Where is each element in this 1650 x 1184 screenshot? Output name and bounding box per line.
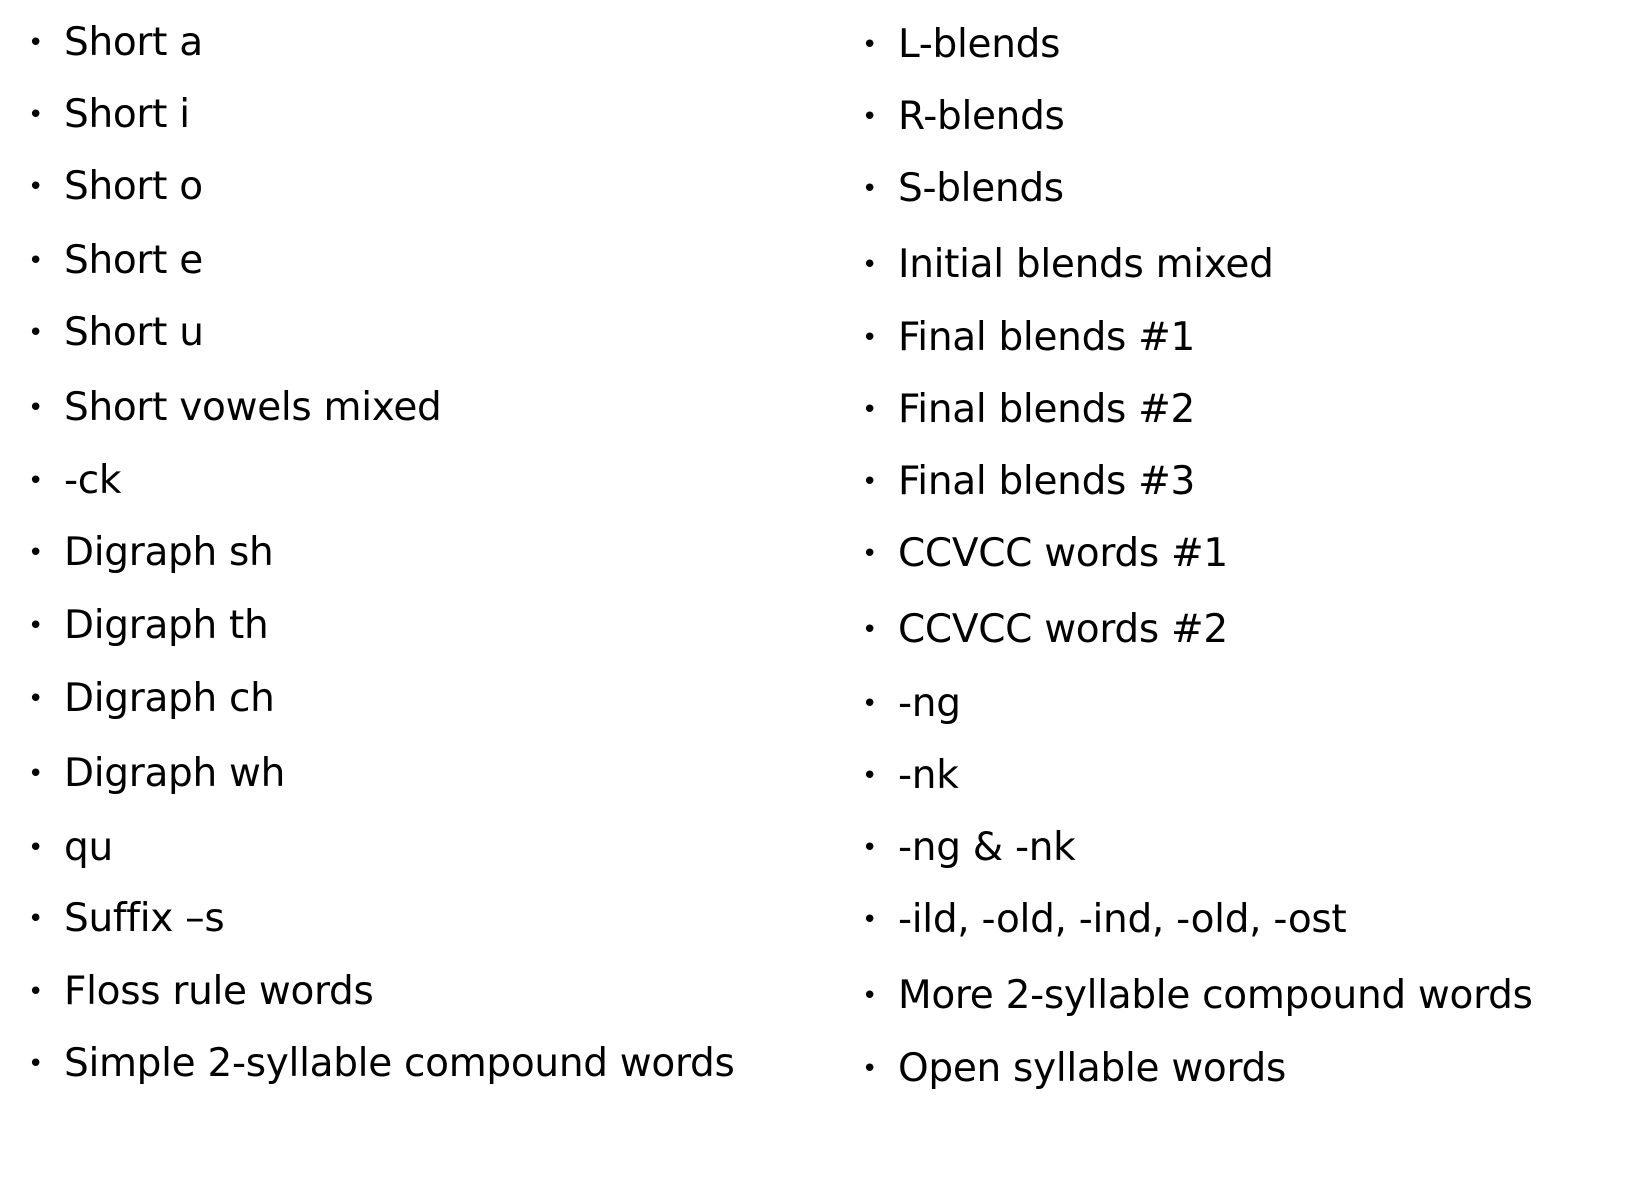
left-list-item bbox=[28, 889, 224, 949]
right-list-item bbox=[862, 746, 958, 806]
bullet-icon: • bbox=[862, 467, 878, 497]
right-list-item bbox=[862, 818, 1075, 878]
bullet-icon: • bbox=[28, 684, 44, 714]
right-list-item bbox=[862, 87, 1065, 147]
bullet-icon: • bbox=[28, 759, 44, 789]
right-list-item bbox=[862, 890, 1346, 950]
list-item-label: Short a bbox=[64, 20, 203, 65]
list-item-label: -ng & -nk bbox=[898, 825, 1076, 870]
list-item-label: CCVCC words #2 bbox=[898, 607, 1228, 652]
list-item-label: Short u bbox=[64, 310, 204, 355]
right-list-item bbox=[862, 966, 1533, 1026]
left-list-item bbox=[28, 157, 203, 217]
bullet-icon: • bbox=[862, 539, 878, 569]
list-item-label: Final blends #1 bbox=[898, 315, 1196, 360]
list-item-label: L-blends bbox=[898, 22, 1061, 67]
bullet-icon: • bbox=[862, 250, 878, 280]
bullet-icon: • bbox=[28, 1049, 44, 1079]
left-list-item bbox=[28, 451, 121, 511]
bullet-icon: • bbox=[28, 904, 44, 934]
right-list-item bbox=[862, 235, 1274, 295]
left-list-item bbox=[28, 962, 374, 1022]
list-item-label: More 2-syllable compound words bbox=[898, 973, 1533, 1018]
bullet-icon: • bbox=[862, 395, 878, 425]
list-item-label: Initial blends mixed bbox=[898, 242, 1274, 287]
list-item-label: R-blends bbox=[898, 94, 1065, 139]
list-item-label: -ild, -old, -ind, -old, -ost bbox=[898, 897, 1347, 942]
list-item-label: Digraph ch bbox=[64, 676, 275, 721]
list-item-label: -ng bbox=[898, 681, 961, 726]
left-list-item bbox=[28, 818, 113, 878]
left-list-item bbox=[28, 1034, 734, 1094]
bullet-icon: • bbox=[28, 246, 44, 276]
left-list-item bbox=[28, 744, 285, 804]
right-list-item bbox=[862, 524, 1228, 584]
list-item-label: Floss rule words bbox=[64, 969, 374, 1014]
list-item-label: -ck bbox=[64, 458, 122, 503]
left-list-item bbox=[28, 596, 268, 656]
left-list-item bbox=[28, 669, 275, 729]
list-item-label: -nk bbox=[898, 753, 959, 798]
bullet-icon: • bbox=[28, 393, 44, 423]
list-item-label: Digraph wh bbox=[64, 751, 286, 796]
list-item-label: Short vowels mixed bbox=[64, 385, 442, 430]
bullet-icon: • bbox=[862, 615, 878, 645]
left-list-item bbox=[28, 378, 442, 438]
bullet-icon: • bbox=[28, 172, 44, 202]
left-list-item bbox=[28, 13, 203, 73]
left-list-item bbox=[28, 231, 203, 291]
left-list-item bbox=[28, 303, 204, 363]
left-list-item bbox=[28, 523, 273, 583]
right-list-item bbox=[862, 159, 1064, 219]
list-item-label: Final blends #2 bbox=[898, 387, 1196, 432]
right-list-item bbox=[862, 600, 1228, 660]
bullet-icon: • bbox=[28, 318, 44, 348]
bullet-icon: • bbox=[28, 833, 44, 863]
right-list-item bbox=[862, 308, 1195, 368]
bullet-icon: • bbox=[28, 611, 44, 641]
right-list-item bbox=[862, 674, 961, 734]
list-item-label: Open syllable words bbox=[898, 1046, 1286, 1091]
list-item-label: S-blends bbox=[898, 166, 1064, 211]
bullet-icon: • bbox=[862, 1054, 878, 1084]
bullet-icon: • bbox=[862, 833, 878, 863]
list-item-label: Simple 2-syllable compound words bbox=[64, 1041, 735, 1086]
bullet-icon: • bbox=[28, 977, 44, 1007]
bullet-icon: • bbox=[28, 466, 44, 496]
list-item-label: Short o bbox=[64, 164, 203, 209]
bullet-icon: • bbox=[862, 323, 878, 353]
right-list-item bbox=[862, 15, 1060, 75]
bullet-icon: • bbox=[28, 28, 44, 58]
left-list-item bbox=[28, 85, 190, 145]
bullet-icon: • bbox=[862, 689, 878, 719]
list-item-label: CCVCC words #1 bbox=[898, 531, 1228, 576]
right-list-item bbox=[862, 452, 1195, 512]
bullet-icon: • bbox=[862, 981, 878, 1011]
list-item-label: Digraph sh bbox=[64, 530, 274, 575]
list-item-label: Short e bbox=[64, 238, 203, 283]
right-list-item bbox=[862, 1039, 1286, 1099]
right-list-item bbox=[862, 380, 1195, 440]
list-item-label: Digraph th bbox=[64, 603, 269, 648]
list-item-label: Final blends #3 bbox=[898, 459, 1196, 504]
bullet-icon: • bbox=[862, 174, 878, 204]
bullet-icon: • bbox=[28, 100, 44, 130]
list-item-label: Short i bbox=[64, 92, 190, 137]
list-item-label: qu bbox=[64, 825, 113, 870]
bullet-icon: • bbox=[862, 761, 878, 791]
list-item-label: Suffix –s bbox=[64, 896, 225, 941]
bullet-icon: • bbox=[862, 102, 878, 132]
bullet-icon: • bbox=[862, 30, 878, 60]
bullet-icon: • bbox=[862, 905, 878, 935]
bullet-icon: • bbox=[28, 538, 44, 568]
